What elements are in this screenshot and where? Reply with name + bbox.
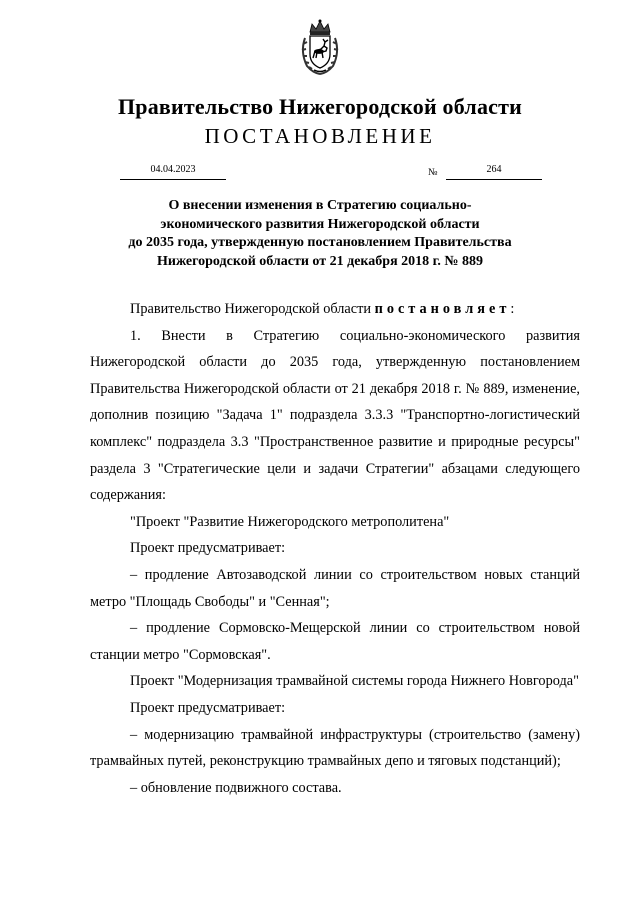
- bullet-item: – модернизацию трамвайной инфраструктуры (строительство (замену) трамвайных путей, реконструкцию трамвайных депо и тяговых подстанций);: [90, 726, 580, 770]
- intro-text: Правительство Нижегородской области: [130, 301, 375, 317]
- heading-line: О внесении изменения в Стратегию социально-: [168, 198, 472, 213]
- project-1-title: "Проект "Развитие Нижегородского метрополитена": [130, 513, 450, 530]
- project-2-provides: Проект предусматривает:: [130, 699, 286, 716]
- bullet-item: – продление Сормовско-Мещерской линии со строительством новой станции метро "Сормовская".: [90, 620, 580, 663]
- heading-line: до 2035 года, утвержденную постановлением Правительства: [128, 235, 512, 250]
- intro-end: :: [510, 301, 515, 317]
- document-date: 04.04.2023: [120, 164, 226, 180]
- document-number: 264: [446, 164, 542, 180]
- heading-line: Нижегородской области от 21 декабря 2018 г. № 889: [157, 253, 483, 269]
- project-2-title: Проект "Модернизация трамвайной системы города Нижнего Новгорода": [130, 673, 579, 690]
- item-1-paragraph: 1. Внести в Стратегию социально-экономического развития Нижегородской области до 2035 года, утвержденную постановлением Правительства Нижегородской области от 21 декабря 2018 г. № 889, изменение, дополнив позицию "Задача 1" подраздела 3.3.3 "Транспортно-логистический комплекс" подраздела 3.3 "Пространственное развитие и природные ресурсы" раздела 3 "Стратегические цели и задачи Стратегии" абзацами следующего содержания:: [90, 327, 580, 504]
- document-type: ПОСТАНОВЛЕНИЕ: [204, 124, 436, 148]
- heading-line: экономического развития Нижегородской области: [160, 216, 480, 232]
- nizhny-novgorod-coat-of-arms-icon: [297, 18, 343, 76]
- document-body: [90, 296, 580, 801]
- bullet-item: – обновление подвижного состава.: [130, 779, 342, 796]
- number-label: №: [428, 167, 438, 178]
- government-name: Правительство Нижегородской области: [117, 94, 522, 119]
- intro-paragraph: [90, 296, 580, 323]
- intro-keyword: постановляет: [374, 301, 511, 317]
- bullet-item: – продление Автозаводской линии со строительством новых станций метро "Площадь Свободы" и "Сенная";: [90, 566, 580, 610]
- project-1-provides: Проект предусматривает:: [130, 540, 286, 557]
- document-heading: [0, 197, 640, 271]
